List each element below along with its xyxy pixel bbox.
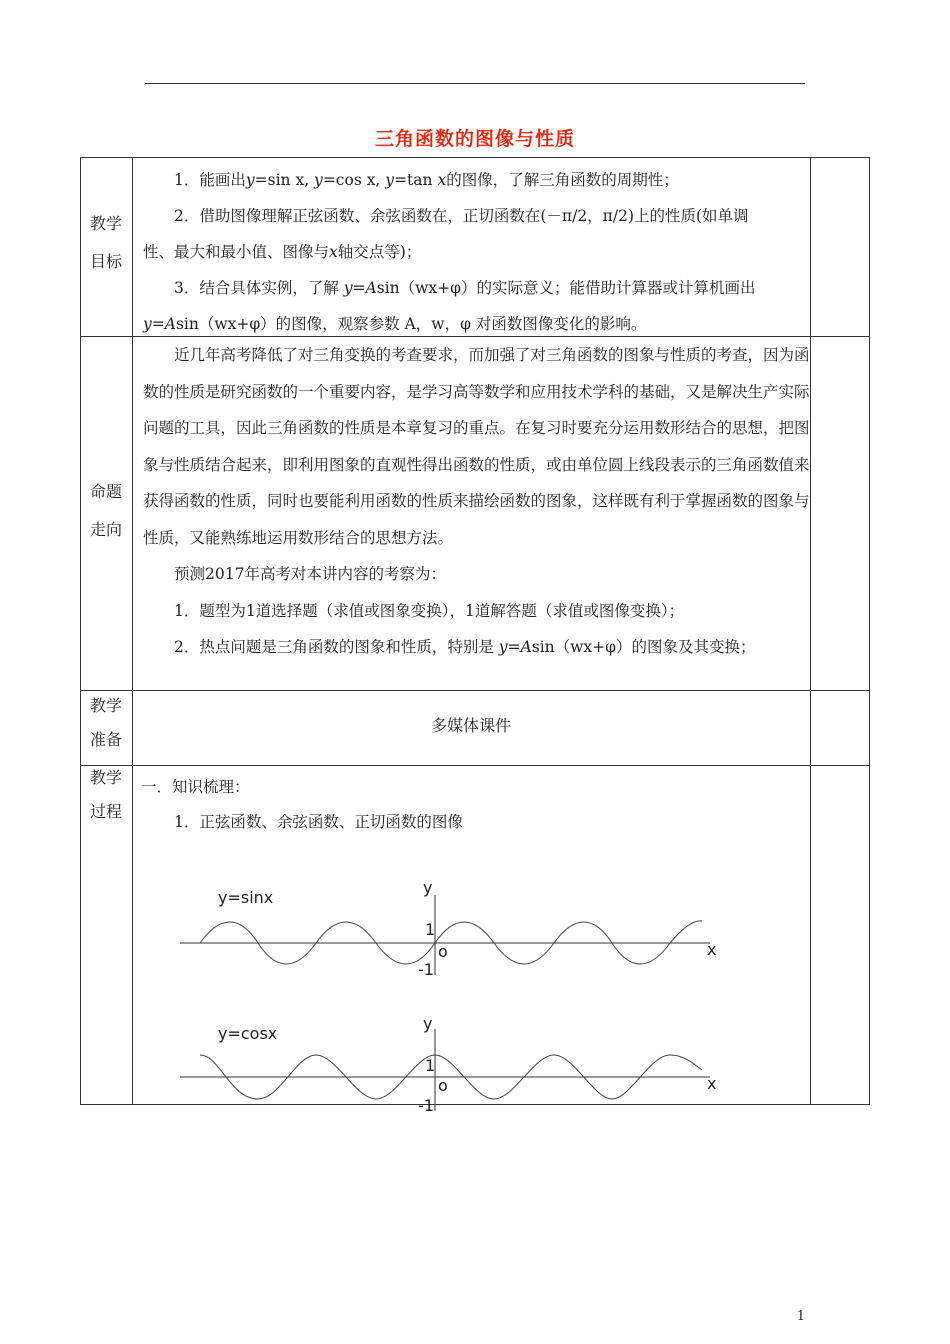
direction-content: 近几年高考降低了对三角变换的考查要求，而加强了对三角函数的图象与性质的考查，因为函数的性质是研究函数的一个重要内容，是学习高等数学和应用技术学科的基础，又是解决生产实际问题的工具，因此三角函数的性质是本章复习的重点。在复习时要充分运用数形结合的思想，把图象与性质结合起来，即利用图象的直观性得出函数的性质，或由单位圆上线段表示的三角函数值来获得函数的性质，同时也要能利用函数的性质来描绘函数的图象，这样既有利于掌握函数的图象与性质，又能熟练地运用数形结合的思想方法。 预测2017年高考对本讲内容的考察为： 1．题型为1道选择题（求值或图象变换），1道解答题（求值或图像变换）； 2．热点问题是三角函数的图象和性质，特别是 y=Asin（wx+φ）的图象及其变换； <box>143 346 810 656</box>
cosine-label: y=cosx <box>218 1024 278 1043</box>
tick-neg-one: -1 <box>418 1096 434 1115</box>
goals-content: 1．能画出y=sin x, y=cos x, y=tan x的图像，了解三角函数的周期性； 2．借助图像理解正弦函数、余弦函数在，正切函数在(－π/2，π/2)上的性质(如单调 性、最大和最小值、图像与x轴交点等)； 3．结合具体实例，了解 y=Asin（wx+φ）的实际意义；能借助计算器或计算机画出 y=Asin（wx+φ）的图像，观察参数 A，w，φ 对函数图像变化的影响。 <box>143 171 756 333</box>
tick-one: 1 <box>425 920 436 939</box>
table-border <box>80 157 81 1105</box>
table-border <box>132 157 133 1105</box>
origin-label: o <box>438 1076 448 1095</box>
row-label-direction: 命题 走向 <box>89 482 122 539</box>
table-border <box>869 157 870 1105</box>
document-title: 三角函数的图像与性质 <box>374 128 575 150</box>
table-border <box>80 690 870 691</box>
row-label-process: 教学 过程 <box>89 768 122 821</box>
y-axis-label: y <box>423 878 433 897</box>
x-axis-label: x <box>707 940 717 959</box>
sine-curve <box>200 921 702 964</box>
lesson-table <box>80 157 870 1115</box>
y-axis-label: y <box>423 1014 433 1033</box>
row-label-goals: 教学 目标 <box>89 214 122 271</box>
table-border <box>80 157 870 158</box>
table-border <box>80 765 870 766</box>
tick-neg-one: -1 <box>418 960 434 979</box>
row-label-prep: 教学 准备 <box>89 696 122 749</box>
x-axis-label: x <box>707 1074 717 1093</box>
origin-label: o <box>438 942 448 961</box>
prep-content: 多媒体课件 <box>430 716 511 735</box>
header-rule <box>145 83 805 84</box>
sine-label: y=sinx <box>218 888 274 907</box>
process-content: 一．知识梳理： 1．正弦函数、余弦函数、正切函数的图像 <box>141 778 463 831</box>
cosine-graph <box>180 985 820 1155</box>
page-number: 1 <box>796 1309 805 1324</box>
tick-one: 1 <box>425 1056 436 1075</box>
